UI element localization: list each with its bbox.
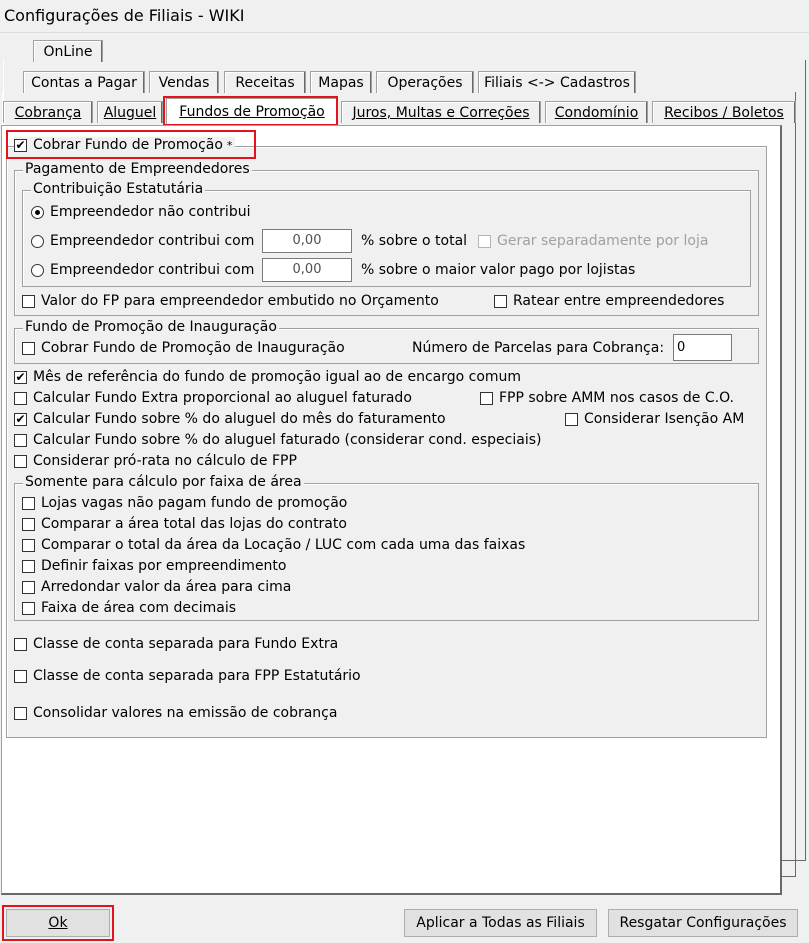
mes-referencia-row[interactable] [14,369,521,385]
tab-juros-label: Juros, Multas e Correções [352,105,530,121]
contribui-maior-suffix [361,262,635,278]
contribui-total-suffix-text: % sobre o total [361,233,468,249]
tab-mapas[interactable]: Mapas [310,71,372,93]
radio-nao-contribui[interactable] [31,206,44,219]
faixa-item-row[interactable] [22,537,525,553]
calc-extra-row[interactable] [14,390,412,406]
contribui-total-suffix [361,233,467,249]
radio-contribui-maior-row[interactable] [31,262,254,278]
cobrar-inauguracao-label: Cobrar Fundo de Promoção de Inauguração [41,340,345,356]
faixa-item-label: Definir faixas por empreendimento [41,558,287,574]
classe-extra-row[interactable] [14,636,338,652]
faixa-item-row[interactable] [22,579,291,595]
fpp-amm-row[interactable] [480,390,734,406]
calc-faturado-checkbox[interactable] [14,434,27,447]
faixa-item-label: Comparar a área total das lojas do contrato [41,516,347,532]
valor-fp-checkbox[interactable] [22,295,35,308]
tab-contas-a-pagar[interactable]: Contas a Pagar [23,71,145,93]
faixa-item-row[interactable] [22,495,347,511]
cobrar-fundo-mark: * [226,138,233,152]
radio-nao-contribui-label: Empreendedor não contribui [50,204,251,220]
gerar-separadamente-row[interactable] [478,233,708,249]
consolidar-label: Consolidar valores na emissão de cobrança [33,705,338,721]
ok-button[interactable] [6,909,110,937]
tab-aluguel-label: Aluguel [103,105,157,121]
faixa-item-checkbox[interactable] [22,539,35,552]
classe-extra-checkbox[interactable] [14,638,27,651]
calc-extra-checkbox[interactable] [14,392,27,405]
faixa-item-label: Arredondar valor da área para cima [41,579,292,595]
faixa-item-row[interactable] [22,558,287,574]
faixa-item-label: Lojas vagas não pagam fundo de promoção [41,495,348,511]
cobrar-fundo-label: Cobrar Fundo de Promoção [33,137,223,153]
pro-rata-row[interactable] [14,453,297,469]
tab-juros-multas[interactable] [341,101,541,123]
considerar-isencao-label: Considerar Isenção AM [584,411,745,427]
gerar-separadamente-label: Gerar separadamente por loja [497,233,709,249]
radio-contribui-total-row[interactable] [31,233,254,249]
mes-referencia-checkbox[interactable]: ✔ [15,370,26,384]
tab-cobranca[interactable] [3,101,93,123]
resgatar-configuracoes-button[interactable] [608,909,798,937]
ratear-label: Ratear entre empreendedores [513,293,725,309]
tab-recibos-boletos[interactable] [652,101,796,123]
window-title: Configurações de Filiais - WIKI [4,6,245,25]
parcelas-label-row [412,340,664,356]
pro-rata-checkbox[interactable] [14,455,27,468]
faixa-item-checkbox[interactable] [22,518,35,531]
contribui-total-input[interactable]: 0,00 [262,229,352,253]
cobrar-fundo-checkbox[interactable]: ✔ [15,138,26,152]
radio-nao-contribui-row[interactable] [31,204,250,220]
faixa-item-label: Faixa de área com decimais [41,600,237,616]
contribui-maior-suffix-text: % sobre o maior valor pago por lojistas [361,262,636,278]
calc-faturado-row[interactable] [14,432,541,448]
classe-fpp-checkbox[interactable] [14,670,27,683]
classe-extra-label: Classe de conta separada para Fundo Extra [33,636,339,652]
radio-contribui-total-label: Empreendedor contribui com [50,233,255,249]
aplicar-label: Aplicar a Todas as Filiais [416,915,585,931]
consolidar-checkbox[interactable] [14,707,27,720]
fpp-amm-label: FPP sobre AMM nos casos de C.O. [499,390,734,406]
tab-fundos-label: Fundos de Promoção [179,104,325,120]
cobrar-inauguracao-checkbox[interactable] [22,342,35,355]
faixa-legend: Somente para cálculo por faixa de área [25,474,302,490]
ok-button-label: Ok [48,915,68,931]
tab-receitas[interactable]: Receitas [224,71,306,93]
parcelas-input[interactable]: 0 [673,334,732,361]
faixa-item-checkbox[interactable] [22,560,35,573]
classe-fpp-label: Classe de conta separada para FPP Estatutário [33,668,361,684]
contribui-maior-input[interactable]: 0,00 [262,258,352,282]
cobrar-inauguracao-row[interactable] [22,340,345,356]
mes-referencia-label: Mês de referência do fundo de promoção igual ao de encargo comum [33,369,522,385]
ratear-checkbox[interactable] [494,295,507,308]
gerar-separadamente-checkbox[interactable] [478,235,491,248]
faixa-item-checkbox[interactable] [22,497,35,510]
classe-fpp-row[interactable] [14,668,361,684]
parcelas-label: Número de Parcelas para Cobrança: [412,340,665,356]
calc-extra-label: Calcular Fundo Extra proporcional ao aluguel faturado [33,390,412,406]
faixa-item-checkbox[interactable] [22,602,35,615]
tab-condominio[interactable] [545,101,648,123]
consolidar-row[interactable] [14,705,337,721]
radio-contribui-maior[interactable] [31,264,44,277]
calc-faturado-label: Calcular Fundo sobre % do aluguel faturado (considerar cond. especiais) [33,432,542,448]
calc-mes-row[interactable] [14,411,446,427]
tab-online[interactable]: OnLine [33,40,103,62]
pagamento-legend: Pagamento de Empreendedores [25,161,250,177]
faixa-item-label: Comparar o total da área da Locação / LUC com cada uma das faixas [41,537,526,553]
fpp-amm-checkbox[interactable] [480,392,493,405]
tab-operacoes[interactable]: Operações [376,71,474,93]
valor-fp-row[interactable] [22,293,439,309]
ratear-row[interactable] [494,293,724,309]
radio-contribui-total[interactable] [31,235,44,248]
tab-recibos-label: Recibos / Boletos [664,105,784,121]
resgatar-label: Resgatar Configurações [619,915,787,931]
tab-aluguel[interactable] [97,101,163,123]
contribuicao-legend: Contribuição Estatutária [33,181,204,197]
aplicar-todas-filiais-button[interactable] [404,909,597,937]
faixa-item-row[interactable] [22,516,347,532]
tab-cobranca-label: Cobrança [14,105,82,121]
calc-mes-checkbox[interactable]: ✔ [15,412,26,426]
tab-vendas[interactable]: Vendas [149,71,219,93]
pro-rata-label: Considerar pró-rata no cálculo de FPP [33,453,297,469]
faixa-item-row[interactable] [22,600,236,616]
cobrar-fundo-checkbox-row[interactable] [14,137,235,153]
tab-filiais-cadastros[interactable]: Filiais <-> Cadastros [478,71,636,93]
considerar-isencao-row[interactable] [565,411,744,427]
valor-fp-label: Valor do FP para empreendedor embutido no Orçamento [41,293,439,309]
title-divider [0,32,809,33]
considerar-isencao-checkbox[interactable] [565,413,578,426]
radio-contribui-maior-label: Empreendedor contribui com [50,262,255,278]
calc-mes-label: Calcular Fundo sobre % do aluguel do mês do faturamento [33,411,446,427]
faixa-item-checkbox[interactable] [22,581,35,594]
inauguracao-legend: Fundo de Promoção de Inauguração [25,319,277,335]
tab-condominio-label: Condomínio [554,105,639,121]
tab-fundos-de-promocao[interactable] [166,98,338,125]
